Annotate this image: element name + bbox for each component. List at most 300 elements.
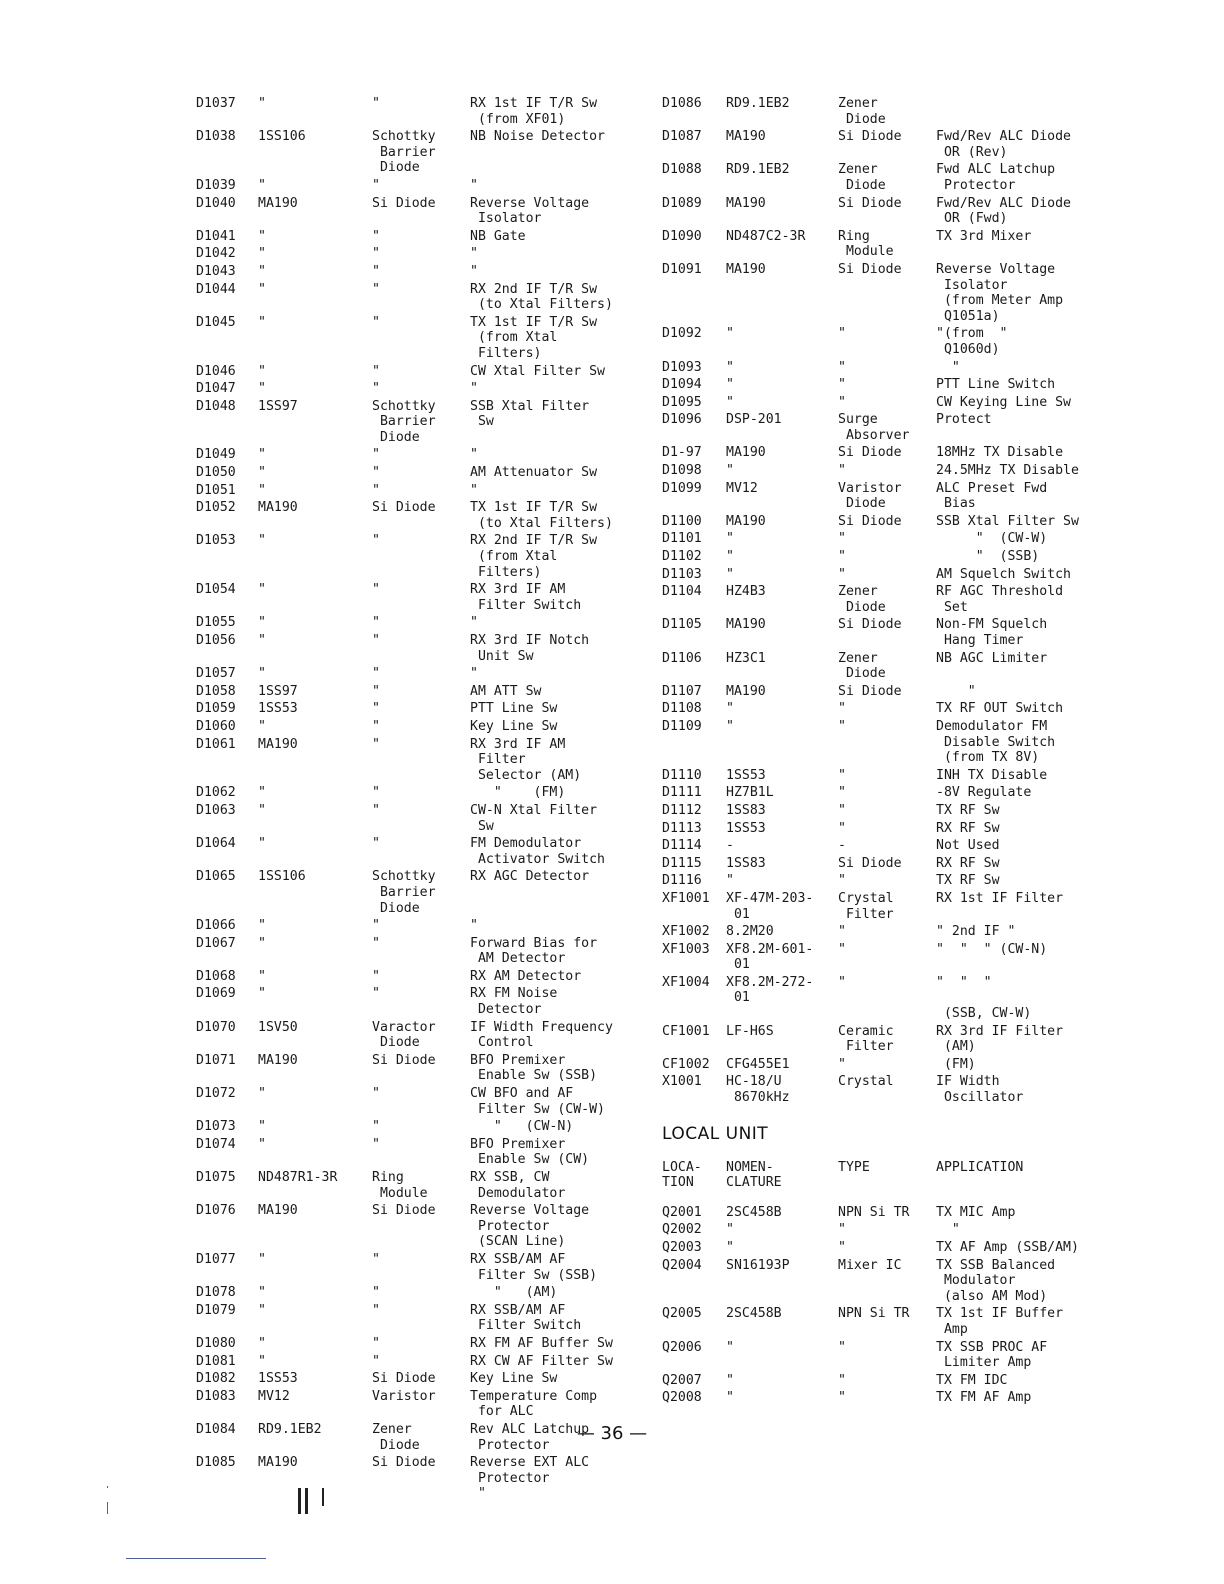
nomenclature-cell: " <box>726 1390 734 1406</box>
nomenclature-cell: RD9.1EB2 <box>726 96 790 111</box>
type-cell: Crystal <box>838 1074 894 1090</box>
parts-row <box>196 969 644 985</box>
type-cell: Crystal Filter <box>838 890 894 922</box>
parts-row <box>196 1455 644 1502</box>
nomenclature-cell: " <box>258 281 266 297</box>
application-cell: RF AGC Threshold Set <box>936 584 1064 615</box>
parts-row <box>662 463 1132 479</box>
type-cell: " <box>372 314 380 330</box>
type-cell: " <box>838 873 846 889</box>
application-cell: TX RF Sw <box>936 873 1000 889</box>
location-cell: XF1001 <box>662 890 710 906</box>
application-cell: ALC Preset Fwd Bias <box>936 480 1048 512</box>
location-cell: D1109 <box>662 718 702 734</box>
parts-row <box>196 836 644 867</box>
application-cell: TX 3rd Mixer <box>936 228 1032 244</box>
type-cell: Si Diode <box>838 855 902 871</box>
application-cell: Not Used <box>936 838 1000 854</box>
application-cell: " <box>470 263 478 279</box>
local-unit-row <box>662 1306 1132 1337</box>
parts-row <box>662 360 1132 376</box>
parts-row <box>196 246 644 262</box>
nomenclature-cell: MA190 <box>726 445 766 461</box>
type-cell: Surge Absorver <box>838 412 910 443</box>
type-cell: NPN Si TR <box>838 1306 910 1322</box>
parts-row <box>196 447 644 463</box>
nomenclature-cell: " <box>258 802 266 818</box>
parts-row <box>662 481 1132 512</box>
nomenclature-cell: " <box>726 394 734 410</box>
nomenclature-cell: " <box>726 326 734 342</box>
nomenclature-cell: MA190 <box>258 1203 298 1219</box>
location-cell: Q2003 <box>662 1240 702 1255</box>
type-cell: Ceramic Filter <box>838 1023 894 1055</box>
application-cell: " (FM) <box>470 785 566 801</box>
type-cell: " <box>372 1086 380 1102</box>
parts-row <box>662 617 1132 648</box>
parts-row <box>662 377 1132 393</box>
location-cell: D1116 <box>662 873 702 889</box>
type-cell: " <box>372 1251 380 1267</box>
location-cell: D1071 <box>196 1052 236 1068</box>
parts-row <box>662 1057 1132 1073</box>
type-cell: " <box>372 582 380 598</box>
application-cell: BFO Premixer Enable Sw (CW) <box>470 1136 590 1168</box>
application-cell: "(from " Q1060d) <box>936 326 1008 357</box>
type-cell: " <box>372 785 380 801</box>
type-cell: Schottky Barrier Diode <box>372 869 436 916</box>
location-cell: D1059 <box>196 701 236 717</box>
location-cell: D1091 <box>662 261 702 277</box>
application-cell: TX RF OUT Switch <box>936 701 1064 717</box>
location-cell: D1100 <box>662 513 702 529</box>
nomenclature-cell: " <box>258 1119 266 1135</box>
nomenclature-cell: " <box>258 96 266 111</box>
type-cell: " <box>372 718 380 734</box>
type-cell: " <box>372 228 380 244</box>
application-cell: " <box>470 447 478 463</box>
parts-row <box>662 162 1132 193</box>
parts-row <box>196 229 644 245</box>
parts-row <box>662 785 1132 801</box>
location-cell: D1069 <box>196 986 236 1002</box>
application-cell: Reverse EXT ALC Protector " <box>470 1455 590 1502</box>
location-cell: D1060 <box>196 718 236 734</box>
type-cell: " <box>372 701 380 717</box>
type-cell: " <box>838 1372 846 1388</box>
parts-row <box>662 262 1132 324</box>
nomenclature-cell: " <box>726 566 734 582</box>
parts-row <box>662 803 1132 819</box>
nomenclature-cell: " <box>258 785 266 801</box>
location-cell: D1058 <box>196 683 236 699</box>
type-cell: Zener Diode <box>372 1421 420 1453</box>
type-cell: " <box>372 918 380 934</box>
application-cell: (FM) <box>936 1056 976 1072</box>
application-cell: " <box>936 1222 960 1238</box>
parts-row <box>196 633 644 664</box>
location-cell: D1112 <box>662 802 702 818</box>
parts-row <box>196 719 644 735</box>
parts-row <box>196 1170 644 1201</box>
parts-row <box>196 701 644 717</box>
application-cell: RX FM AF Buffer Sw <box>470 1335 613 1351</box>
local-unit-row <box>662 1390 1132 1406</box>
nomenclature-cell: " <box>258 314 266 330</box>
location-cell: D1110 <box>662 767 702 783</box>
type-cell: Si Diode <box>372 195 436 211</box>
application-cell: RX AM Detector <box>470 968 582 984</box>
application-cell: Fwd/Rev ALC Diode OR (Rev) <box>936 129 1071 160</box>
nomenclature-cell: LF-H6S <box>726 1023 774 1039</box>
column-header: LOCA- TION <box>662 1159 702 1191</box>
nomenclature-cell: " <box>258 465 266 481</box>
parts-row <box>196 1336 644 1352</box>
nomenclature-cell: " <box>258 968 266 984</box>
parts-row <box>662 701 1132 717</box>
parts-row <box>662 856 1132 872</box>
location-cell: D1070 <box>196 1019 236 1035</box>
parts-row <box>662 1074 1132 1105</box>
local-unit-row <box>662 1222 1132 1238</box>
location-cell: D1077 <box>196 1251 236 1267</box>
application-cell: IF Width Oscillator <box>936 1074 1024 1106</box>
location-cell: D1113 <box>662 820 702 836</box>
parts-row <box>662 129 1132 160</box>
type-cell: " <box>372 263 380 279</box>
location-cell: D1068 <box>196 968 236 984</box>
parts-row <box>662 514 1132 530</box>
location-cell: D1075 <box>196 1170 236 1185</box>
location-cell: D1038 <box>196 129 236 145</box>
type-cell: " <box>372 465 380 481</box>
location-cell: D1042 <box>196 246 236 262</box>
type-cell: " <box>838 941 846 957</box>
nomenclature-cell: 1SS53 <box>258 701 298 717</box>
application-cell: PTT Line Switch <box>936 377 1056 393</box>
nomenclature-cell: XF8.2M-272- 01 <box>726 974 814 1006</box>
nomenclature-cell: " <box>258 482 266 498</box>
type-cell: " <box>838 1240 846 1255</box>
application-cell: CW-N Xtal Filter Sw <box>470 802 598 834</box>
type-cell: " <box>838 1222 846 1238</box>
parts-row <box>196 1252 644 1283</box>
location-cell: D1053 <box>196 533 236 549</box>
location-cell: Q2005 <box>662 1306 702 1322</box>
parts-row <box>196 666 644 682</box>
parts-row <box>196 684 644 700</box>
location-cell: D1099 <box>662 480 702 496</box>
location-cell: D1050 <box>196 465 236 481</box>
parts-row <box>662 942 1132 973</box>
nomenclature-cell: " <box>726 701 734 717</box>
location-cell: D1054 <box>196 582 236 598</box>
type-cell: " <box>838 1390 846 1406</box>
page-number: — 36 — <box>576 1423 648 1444</box>
scan-edge-line <box>126 1558 266 1559</box>
nomenclature-cell: " <box>726 718 734 734</box>
application-cell: RX 3rd IF AM Filter Selector (AM) <box>470 736 582 783</box>
location-cell: D1082 <box>196 1371 236 1387</box>
nomenclature-cell: ND487C2-3R <box>726 228 806 244</box>
parts-row <box>196 129 644 176</box>
application-cell: " <box>470 615 478 631</box>
parts-row <box>662 651 1132 682</box>
nomenclature-cell: MA190 <box>258 195 298 211</box>
nomenclature-cell: MA190 <box>726 513 766 529</box>
application-cell: PTT Line Sw <box>470 701 558 717</box>
type-cell: " <box>372 968 380 984</box>
type-cell: Ring Module <box>372 1170 428 1201</box>
application-cell: RX RF Sw <box>936 820 1000 836</box>
type-cell: " <box>838 1056 846 1072</box>
nomenclature-cell: " <box>258 918 266 934</box>
nomenclature-cell: 1SS106 <box>258 129 306 145</box>
nomenclature-cell: ND487R1-3R <box>258 1170 338 1185</box>
location-cell: D1047 <box>196 381 236 397</box>
nomenclature-cell: MA190 <box>726 617 766 633</box>
parts-row <box>196 582 644 613</box>
application-cell: Temperature Comp for ALC <box>470 1388 598 1420</box>
type-cell: " <box>838 1339 846 1355</box>
nomenclature-cell: 1SV50 <box>258 1019 298 1035</box>
nomenclature-cell: " <box>726 1240 734 1255</box>
type-cell: " <box>372 666 380 682</box>
application-cell: RX 3rd IF Filter (AM) <box>936 1023 1064 1055</box>
application-cell: RX 3rd IF AM Filter Switch <box>470 582 582 613</box>
application-cell: " <box>936 359 960 375</box>
parts-row <box>196 1020 644 1051</box>
parts-row <box>196 364 644 380</box>
nomenclature-cell: " <box>258 1086 266 1102</box>
parts-row <box>196 1137 644 1168</box>
nomenclature-cell: " <box>258 615 266 631</box>
nomenclature-cell: SN16193P <box>726 1257 790 1273</box>
parts-row <box>196 465 644 481</box>
nomenclature-cell: " <box>258 1302 266 1318</box>
parts-row <box>662 873 1132 889</box>
application-cell: TX SSB Balanced Modulator (also AM Mod) <box>936 1257 1056 1304</box>
type-cell: " <box>838 394 846 410</box>
parts-list-left-column <box>196 96 644 1504</box>
nomenclature-cell: 1SS53 <box>726 820 766 836</box>
application-cell: AM Attenuator Sw <box>470 465 598 481</box>
type-cell: " <box>838 463 846 479</box>
nomenclature-cell: RD9.1EB2 <box>258 1421 322 1437</box>
location-cell: D1105 <box>662 617 702 633</box>
location-cell: Q2004 <box>662 1257 702 1273</box>
type-cell: Zener Diode <box>838 96 886 127</box>
type-cell: Varistor Diode <box>838 480 902 512</box>
location-cell: D1041 <box>196 228 236 244</box>
location-cell: D1106 <box>662 650 702 666</box>
application-cell: TX 1st IF T/R Sw (from Xtal Filters) <box>470 314 598 361</box>
application-cell: TX 1st IF Buffer Amp <box>936 1306 1064 1337</box>
type-cell: " <box>838 566 846 582</box>
type-cell: " <box>838 326 846 342</box>
nomenclature-cell: 1SS83 <box>726 855 766 871</box>
type-cell: Varistor <box>372 1388 436 1404</box>
scan-artifact-marks <box>298 1488 328 1514</box>
application-cell: Fwd ALC Latchup Protector <box>936 162 1056 193</box>
type-cell: Si Diode <box>838 683 902 699</box>
location-cell: D1102 <box>662 549 702 565</box>
location-cell: D1078 <box>196 1285 236 1301</box>
type-cell: " <box>372 986 380 1002</box>
nomenclature-cell: " <box>258 381 266 397</box>
type-cell: " <box>372 177 380 193</box>
location-cell: D1093 <box>662 359 702 375</box>
application-cell: " <box>936 683 976 699</box>
nomenclature-cell: 1SS53 <box>726 767 766 783</box>
application-cell: TX RF Sw <box>936 802 1000 818</box>
nomenclature-cell: " <box>258 263 266 279</box>
location-cell: D1092 <box>662 326 702 342</box>
location-cell: D1049 <box>196 447 236 463</box>
type-cell: Si Diode <box>372 1371 436 1387</box>
parts-row <box>662 768 1132 784</box>
parts-row <box>196 1086 644 1117</box>
application-cell: FM Demodulator Activator Switch <box>470 836 605 867</box>
application-cell: " (AM) <box>470 1285 558 1301</box>
application-cell: Forward Bias for AM Detector <box>470 935 598 967</box>
nomenclature-cell: 1SS97 <box>258 398 298 414</box>
application-cell: -8V Regulate <box>936 785 1032 801</box>
parts-list-right-column <box>662 96 1132 1408</box>
nomenclature-cell: MA190 <box>258 500 298 516</box>
column-header: TYPE <box>838 1159 870 1175</box>
location-cell: D1089 <box>662 195 702 211</box>
location-cell: D1039 <box>196 177 236 193</box>
nomenclature-cell: " <box>258 718 266 734</box>
application-cell: Reverse Voltage Isolator <box>470 195 590 227</box>
nomenclature-cell: " <box>258 1136 266 1152</box>
nomenclature-cell: " <box>258 1251 266 1267</box>
application-cell: BFO Premixer Enable Sw (SSB) <box>470 1052 598 1084</box>
nomenclature-cell: 2SC458B <box>726 1306 782 1322</box>
nomenclature-cell: 8.2M20 <box>726 924 774 940</box>
application-cell: SSB Xtal Filter Sw <box>936 513 1079 529</box>
location-cell: D1098 <box>662 463 702 479</box>
nomenclature-cell: " <box>258 533 266 549</box>
type-cell: Zener Diode <box>838 650 886 682</box>
type-cell: " <box>372 381 380 397</box>
nomenclature-cell: " <box>258 447 266 463</box>
parts-row <box>662 567 1132 583</box>
type-cell: " <box>838 924 846 940</box>
nomenclature-cell: CFG455E1 <box>726 1056 790 1072</box>
nomenclature-cell: HZ4B3 <box>726 584 766 600</box>
parts-row <box>196 1053 644 1084</box>
type-cell: " <box>838 701 846 717</box>
location-cell: D1107 <box>662 683 702 699</box>
type-cell: Si Diode <box>838 261 902 277</box>
application-cell: CW Xtal Filter Sw <box>470 363 605 379</box>
scan-speck <box>107 1486 108 1488</box>
type-cell: Zener Diode <box>838 584 886 615</box>
parts-row <box>662 549 1132 565</box>
parts-row <box>662 838 1132 854</box>
location-cell: D1065 <box>196 869 236 885</box>
nomenclature-cell: " <box>726 549 734 565</box>
nomenclature-cell: MV12 <box>258 1388 290 1404</box>
application-cell: 24.5MHz TX Disable <box>936 463 1079 479</box>
parts-row <box>196 96 644 127</box>
location-cell: D1037 <box>196 96 236 111</box>
type-cell: Schottky Barrier Diode <box>372 398 436 445</box>
type-cell: Si Diode <box>838 129 902 145</box>
parts-row <box>196 785 644 801</box>
application-cell: " (CW-W) <box>936 531 1048 547</box>
location-cell: D1040 <box>196 195 236 211</box>
parts-row <box>662 684 1132 700</box>
type-cell: Ring Module <box>838 228 894 260</box>
location-cell: D1114 <box>662 838 702 854</box>
location-cell: D1067 <box>196 935 236 951</box>
nomenclature-cell: MA190 <box>726 683 766 699</box>
location-cell: D1083 <box>196 1388 236 1404</box>
nomenclature-cell: MA190 <box>726 195 766 211</box>
application-cell: RX SSB, CW Demodulator <box>470 1170 566 1201</box>
application-cell: RX RF Sw <box>936 855 1000 871</box>
application-cell: TX FM AF Amp <box>936 1390 1032 1406</box>
location-cell: D1061 <box>196 736 236 752</box>
nomenclature-cell: " <box>258 1353 266 1369</box>
nomenclature-cell: MA190 <box>258 1052 298 1068</box>
location-cell: Q2002 <box>662 1222 702 1238</box>
location-cell: D1103 <box>662 566 702 582</box>
nomenclature-cell: " <box>258 836 266 852</box>
type-cell: Si Diode <box>372 1052 436 1068</box>
type-cell: " <box>372 836 380 852</box>
application-cell: NB Noise Detector <box>470 129 605 145</box>
location-cell: D1043 <box>196 263 236 279</box>
location-cell: D1080 <box>196 1335 236 1351</box>
type-cell: " <box>372 363 380 379</box>
type-cell: " <box>838 718 846 734</box>
type-cell: " <box>372 1335 380 1351</box>
type-cell: Si Diode <box>372 500 436 516</box>
nomenclature-cell: " <box>258 666 266 682</box>
nomenclature-cell: 1SS97 <box>258 683 298 699</box>
parts-row <box>196 1119 644 1135</box>
application-cell: RX SSB/AM AF Filter Switch <box>470 1302 582 1334</box>
application-cell: IF Width Frequency Control <box>470 1019 613 1051</box>
location-cell: XF1004 <box>662 974 710 990</box>
application-cell: NB Gate <box>470 228 526 244</box>
location-cell: D1085 <box>196 1455 236 1471</box>
parts-row <box>196 264 644 280</box>
type-cell: " <box>838 974 846 990</box>
parts-row <box>196 869 644 916</box>
location-cell: D1094 <box>662 377 702 393</box>
nomenclature-cell: 1SS53 <box>258 1371 298 1387</box>
application-cell: Rev ALC Latchup Protector <box>470 1421 590 1453</box>
nomenclature-cell: - <box>726 838 734 854</box>
location-cell: D1090 <box>662 228 702 244</box>
nomenclature-cell: " <box>258 246 266 262</box>
nomenclature-cell: HC-18/U 8670kHz <box>726 1074 790 1106</box>
parts-row <box>196 1354 644 1370</box>
location-cell: D1087 <box>662 129 702 145</box>
type-cell: Si Diode <box>838 513 902 529</box>
location-cell: D1074 <box>196 1136 236 1152</box>
parts-row <box>196 986 644 1017</box>
application-cell: RX FM Noise Detector <box>470 986 558 1018</box>
application-cell: SSB Xtal Filter Sw <box>470 398 590 430</box>
type-cell: NPN Si TR <box>838 1204 910 1220</box>
location-cell: D1045 <box>196 314 236 330</box>
